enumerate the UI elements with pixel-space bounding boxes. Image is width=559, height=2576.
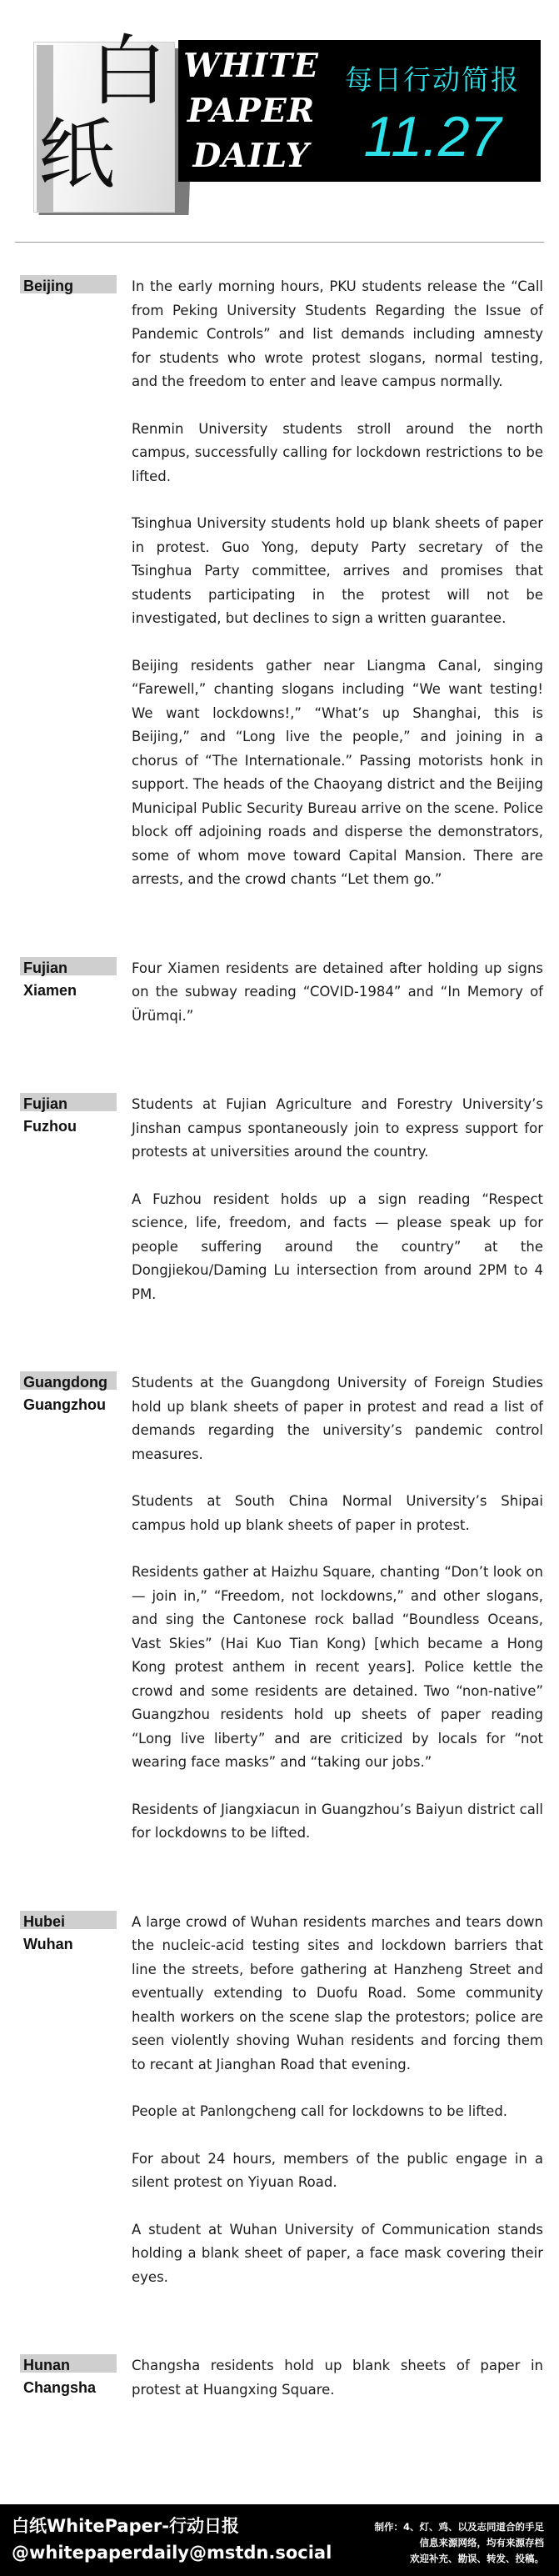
footer-production-credit: 制作：4、灯、鸡、以及志同道合的手足 xyxy=(374,2521,544,2533)
footer-source-note: 信息来源网络，均有来源存档 xyxy=(419,2537,544,2548)
location-label xyxy=(0,1371,132,1846)
daily-briefing-title: 每日行动简报 xyxy=(345,63,520,96)
entry-fujian-fuzhou xyxy=(0,1093,559,1306)
entry-body xyxy=(132,957,543,1029)
entry-paragraph: Residents gather at Haizhu Square, chanting “Don’t look on — join in,” “Freedom, not lockdowns,” and other slogans, and sing the Cantonese rock ballad “Boundless Oceans, Vast Skies” (Hai Kuo Tian Kong) [which became a Hong Kong protest anthem in recent years]. Police kettle the crowd and some residents are detained. Two “non-native” Guangzhou residents hold up sheets of paper reading “Long live liberty” and are criticized by locals for “not wearing face masks” and “taking our jobs.” xyxy=(132,1564,543,1770)
footer-bar xyxy=(0,2504,559,2576)
brand-title-box xyxy=(178,40,324,182)
footer-brand-name: 白纸WhitePaper-行动日报 xyxy=(12,2516,239,2536)
entry-paragraph: Four Xiamen residents are detained after holding up signs on the subway reading “COVID-1984” and “In Memory of Ürümqi.” xyxy=(132,960,543,1024)
location-label xyxy=(0,1093,132,1306)
entry-beijing xyxy=(0,275,559,892)
entry-fujian-xiamen xyxy=(0,957,559,1029)
location-province: Hubei xyxy=(23,1912,66,1930)
location-label xyxy=(0,957,132,1029)
location-city: Fuzhou xyxy=(23,1118,77,1135)
location-city: Beijing xyxy=(23,278,74,294)
entry-paragraph: Tsinghua University students hold up blank sheets of paper in protest. Guo Yong, deputy Party secretary of the Tsinghua Party committee, arrives and promises that students participating in the protest will not be investigated, but declines to sign a written guarantee. xyxy=(132,515,543,626)
entry-paragraph: Beijing residents gather near Liangma Canal, singing “Farewell,” chanting slogans including “We want testing! We want lockdowns!,” “What’s up Shanghai, this is Beijing,” and “Long live the people,” and joining in a chorus of “The Internationale.” Passing motorists honk in support. The heads of the Chaoyang district and the Beijing Municipal Public Security Bureau arrive on the scene. Police block off adjoining roads and disperse the demonstrators, some of whom move toward Capital Mansion. There are arrests, and the crowd chants “Let them go.” xyxy=(132,657,543,887)
masthead xyxy=(0,0,559,242)
entry-body xyxy=(132,1911,543,2290)
brand-line-daily: DAILY xyxy=(192,137,310,175)
entry-paragraph: Students at the Guangdong University of Foreign Studies hold up blank sheets of paper in protest and read a list of demands regarding the university’s pandemic control measures. xyxy=(132,1375,543,1462)
brand-line-paper: PAPER xyxy=(187,92,316,130)
issue-date: 11.27 xyxy=(363,105,502,168)
entry-guangdong-guangzhou xyxy=(0,1371,559,1846)
location-label xyxy=(0,2354,132,2402)
entry-paragraph: A Fuzhou resident holds up a sign reading “Respect science, life, freedom, and facts — please speak up for people suffering around the country” at the Dongjiekou/Daming Lu intersection from around 2PM to 4 PM. xyxy=(132,1190,543,1302)
entry-paragraph: People at Panlongcheng call for lockdowns to be lifted. xyxy=(132,2103,508,2119)
entry-paragraph: Students at Fujian Agriculture and Forestry University’s Jinshan campus spontaneously join to express support for protests at universities around the country. xyxy=(132,1096,543,1160)
date-box xyxy=(324,40,541,182)
logo-char-zhi: 纸 xyxy=(38,110,116,199)
entry-paragraph: Residents of Jiangxiacun in Guangzhou’s Baiyun district call for lockdowns to be lifted. xyxy=(132,1801,543,1841)
footer-contribute-note: 欢迎补充、勘误、转发、投稿。 xyxy=(410,2553,544,2564)
entry-hubei-wuhan xyxy=(0,1911,559,2290)
entry-paragraph: Students at South China Normal University’s Shipai campus hold up blank sheets of paper in protest. xyxy=(132,1493,543,1533)
location-province: Hunan xyxy=(23,2357,70,2373)
footer-mastodon-handle[interactable]: @whitepaperdaily@mstdn.social xyxy=(12,2543,332,2563)
location-province: Fujian xyxy=(23,959,67,976)
entry-hunan-changsha xyxy=(0,2354,559,2402)
white-paper-logo xyxy=(15,25,173,204)
entry-paragraph: Changsha residents hold up blank sheets of paper in protest at Huangxing Square. xyxy=(132,2358,543,2398)
entry-paragraph: In the early morning hours, PKU students release the “Call from Peking University Students Regarding the Issue of Pandemic Controls” and list demands including amnesty for students who wrote protest slogans, normal testing, and the freedom to enter and leave campus normally. xyxy=(132,278,543,389)
entry-paragraph: A student at Wuhan University of Communication stands holding a blank sheet of paper, a face mask covering their eyes. xyxy=(132,2221,543,2285)
entry-list xyxy=(0,275,559,2467)
entry-body xyxy=(132,1093,543,1306)
location-city: Changsha xyxy=(23,2379,97,2396)
entry-paragraph: A large crowd of Wuhan residents marches and tears down the nucleic-acid testing sites and lockdown barriers that line the streets, before gathering at Hanzheng Street and eventually extending to Duofu Road. Some community health workers on the scene slap the protestors; police are seen violently shoving Wuhan residents and forcing them to recant at Jianghan Road that evening. xyxy=(132,1913,543,2072)
location-city: Wuhan xyxy=(23,1935,73,1952)
entry-paragraph: For about 24 hours, members of the public engage in a silent protest on Yiyuan Road. xyxy=(132,2150,543,2190)
footer-notes xyxy=(311,2519,544,2567)
location-city: Xiamen xyxy=(23,981,77,999)
entry-body xyxy=(132,275,543,892)
location-label xyxy=(0,275,132,892)
header-divider xyxy=(15,242,544,243)
logo-char-bai: 白 xyxy=(90,27,167,116)
brand-line-white: WHITE xyxy=(183,47,319,85)
location-city: Guangzhou xyxy=(23,1396,106,1413)
location-province: Fujian xyxy=(23,1095,67,1112)
location-label xyxy=(0,1911,132,2290)
entry-paragraph: Renmin University students stroll around the north campus, successfully calling for lockdown restrictions to be lifted. xyxy=(132,420,543,484)
location-province: Guangdong xyxy=(23,1374,107,1391)
entry-body xyxy=(132,2354,543,2402)
entry-body xyxy=(132,1371,543,1846)
footer-credits xyxy=(12,2513,332,2566)
